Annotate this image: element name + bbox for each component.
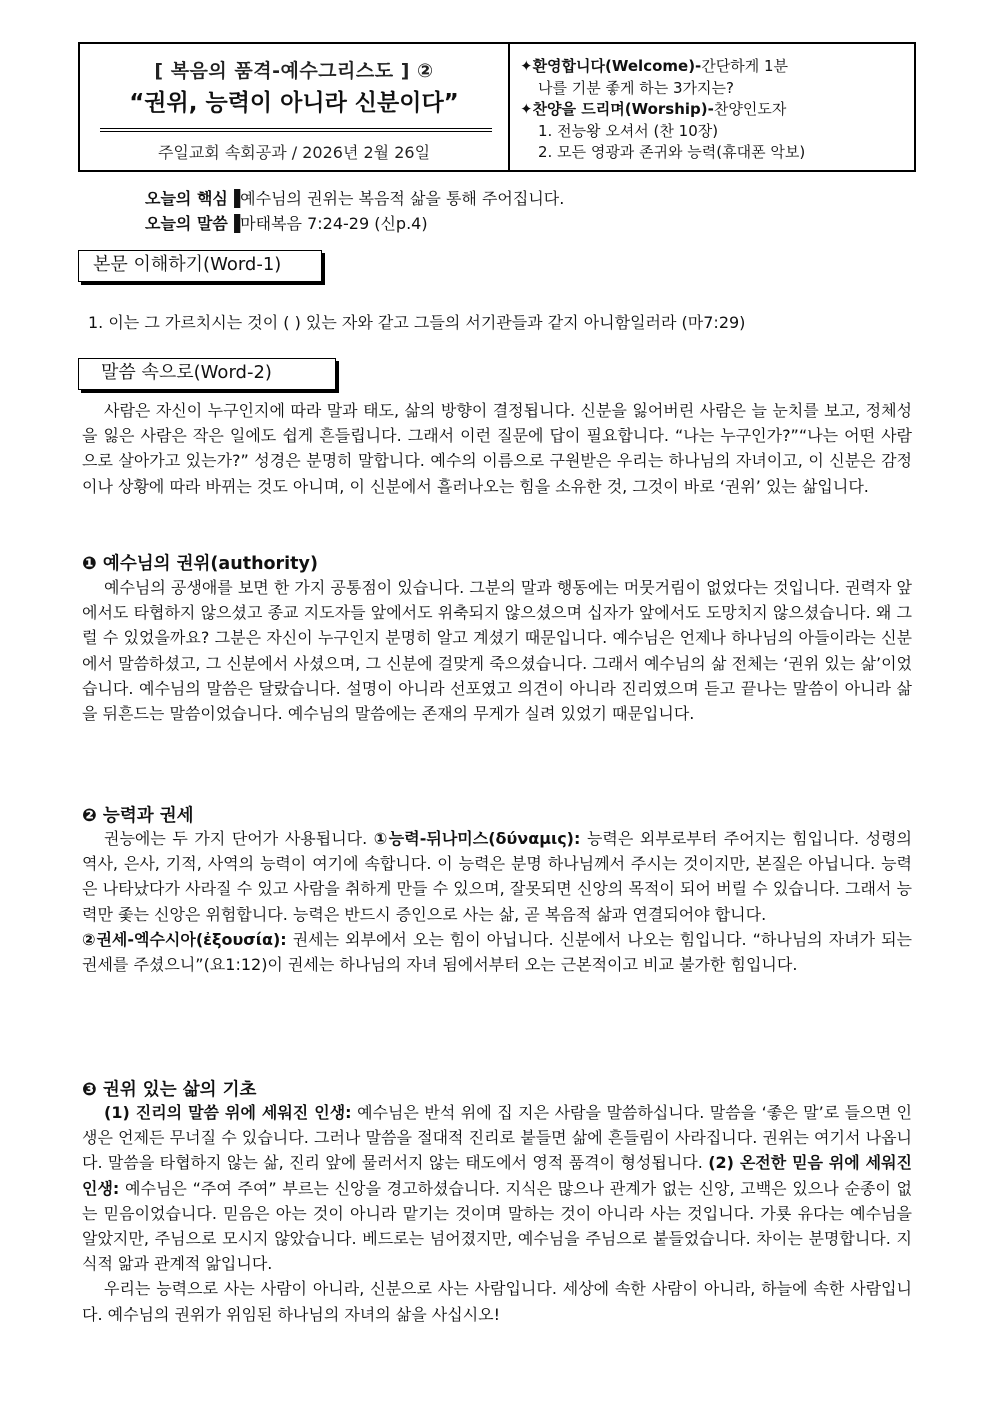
term-truth: (1) 진리의 말씀 위에 세워진 인생: (104, 1103, 352, 1122)
section2-intro: 권능에는 두 가지 단어가 사용됩니다. (104, 829, 374, 848)
welcome-label: ✦환영합니다(Welcome)- (520, 57, 702, 75)
worship-line (520, 99, 912, 121)
heading-3: ❸ 권위 있는 삶의 기초 (82, 1080, 257, 1100)
term-faith: (2) 온전한 믿음 위에 세워진 인생: (82, 1153, 912, 1198)
section2-text1: 능력은 외부로부터 주어지는 힘입니다. 성령의 역사, 은사, 기적, 사역의 능력이 여기에 속합니다. 이 능력은 분명 하나님께서 주시는 것이지만, 본질은 아닙니다. 능력은 나타났다가 사라질 수 있고 사람을 취하게 만들 수 있으며, 잘못되면 신앙의 목적이 되어 버릴 수 있습니다. 그래서 능력만 좇는 신앙은 위험합니다. 능력은 반드시 증인으로 사는 삶, 곧 복음적 삶과 연결되어야 합니다. (82, 829, 913, 924)
closing-paragraph: 우리는 능력으로 사는 사람이 아니라, 신분으로 사는 사람입니다. 세상에 속한 사람이 아니라, 하늘에 속한 사람입니다. 예수님의 권위가 위임된 하나님의 자녀의 삶을 사십시오! (82, 1279, 912, 1324)
word-text: 마태복음 7:24-29 (신p.4) (240, 214, 428, 233)
core-text: 예수님의 권위는 복음적 삶을 통해 주어집니다. (240, 189, 565, 208)
section-word2: 말씀 속으로(Word-2) (78, 358, 336, 390)
section2-text2: 권세는 외부에서 오는 힘이 아닙니다. 신분에서 나오는 힘입니다. “하나님의 자녀가 되는 권세를 주셨으니”(요1:12)이 권세는 하나님의 자녀 됨에서부터 오는 근본적이고 비교 불가한 힘입니다. (82, 929, 912, 975)
section-word1: 본문 이해하기(Word-1) (78, 250, 322, 282)
series-title: [ 복음의 품격-예수그리스도 ] ② (154, 60, 434, 82)
section3-text2: 예수님은 “주여 주여” 부르는 신앙을 경고하셨습니다. 지식은 많으나 관계가 없는 신앙, 고백은 있으나 순종이 없는 믿음이었습니다. 믿음은 아는 것이 아니라 맡기는 것이며 말하는 것이 아니라 사는 것입니다. 가룟 유다는 예수님을 알았지만, 주님으로 모시지 않았습니다. 베드로는 넘어졌지만, 예수님을 주님으로 붙들었습니다. 차이는 분명합니다. 지식적 앎과 관계적 앎입니다. (82, 1178, 912, 1274)
heading-2: ❷ 능력과 권세 (82, 806, 194, 826)
word-line (145, 211, 428, 234)
intro-paragraph: 사람은 자신이 누구인지에 따라 말과 태도, 삶의 방향이 결정됩니다. 신분을 잃어버린 사람은 늘 눈치를 보고, 정체성을 잃은 사람은 작은 일에도 쉽게 흔들립니다. 그래서 이런 질문에 답이 필요합니다. “나는 누구인가?”“나는 어떤 사람으로 살아가고 있는가?” 성경은 분명히 말합니다. 예수의 이름으로 구원받은 우리는 하나님의 자녀이고, 이 신분은 감정이나 상황에 따라 바뀌는 것도 아니며, 이 신분에서 흘러나오는 힘을 소유한 것, 그것이 바로 ‘권위’ 있는 삶입니다. (82, 401, 912, 496)
worship-label: ✦찬양을 드리며(Worship)- (520, 100, 714, 118)
song-item: 1. 전능왕 오셔서 (찬 10장) (538, 121, 719, 140)
header-divider (508, 44, 510, 170)
worship-text: 찬양인도자 (713, 100, 787, 118)
section3-text1: 예수님은 반석 위에 집 지은 사람을 말씀하십니다. 말씀을 ‘좋은 말’로 들으면 인생은 언제든 무너질 수 있습니다. 그러나 말씀을 절대적 진리로 붙들면 삶에 흔들림이 사라집니다. 권위는 여기서 나옵니다. 말씀을 타협하지 않는 삶, 진리 앞에 물러서지 않는 태도에서 영적 품격이 형성됩니다. (82, 1103, 912, 1173)
song-item: 2. 모든 영광과 존귀와 능력(휴대폰 악보) (538, 143, 806, 161)
term-dynamis: ①능력-뒤나미스(δύναμις): (373, 829, 581, 848)
section3-part (82, 1100, 912, 1276)
welcome-prompt: 나를 기분 좋게 하는 3가지는? (538, 78, 734, 97)
header-title-area (80, 44, 508, 170)
header-info (520, 56, 912, 164)
welcome-line (520, 56, 912, 78)
section3-paragraph (82, 1100, 912, 1327)
header-box (78, 42, 916, 172)
heading-1: ❶ 예수님의 권위(authority) (82, 554, 318, 574)
section2-part1 (82, 826, 912, 927)
section1-paragraph: 예수님의 공생애를 보면 한 가지 공통점이 있습니다. 그분의 말과 행동에는 머뭇거림이 없었다는 것입니다. 권력자 앞에서도 타협하지 않으셨고 종교 지도자들 앞에서도 위축되지 않으셨으며 십자가 앞에서도 도망치지 않으셨습니다. 왜 그럴 수 있었을까요? 그분은 자신이 누구인지 분명히 알고 계셨기 때문입니다. 예수님은 언제나 하나님의 아들이라는 신분에서 말씀하셨고, 그 신분에서 사셨으며, 그 신분에 걸맞게 죽으셨습니다. 그래서 예수님의 삶 전체는 ‘권위 있는 삶’이었습니다. 예수님의 말씀은 달랐습니다. 설명이 아니라 선포였고 의견이 아니라 진리였으며 듣고 끝나는 말씀이 아니라 삶을 뒤흔드는 말씀이었습니다. 예수님의 말씀에는 존재의 무게가 실려 있었기 때문입니다. (82, 578, 912, 724)
title-rule (100, 128, 492, 132)
question-1: 1. 이는 그 가르치시는 것이 ( ) 있는 자와 같고 그들의 서기관들과 같지 아니함일러라 (마7:29) (88, 313, 746, 332)
welcome-text: 간단하게 1분 (701, 57, 789, 75)
term-exousia: ②권세-엑수시아(ἐξουσία): (82, 929, 287, 949)
section2-paragraph (82, 826, 912, 977)
lesson-meta: 주일교회 속회공과 / 2026년 2월 26일 (157, 143, 431, 162)
lesson-title: “권위, 능력이 아니라 신분이다” (129, 90, 459, 116)
section2-part2 (82, 927, 912, 977)
core-line (145, 186, 564, 209)
word-label: 오늘의 말씀▐ (145, 214, 241, 233)
core-label: 오늘의 핵심▐ (145, 189, 241, 208)
